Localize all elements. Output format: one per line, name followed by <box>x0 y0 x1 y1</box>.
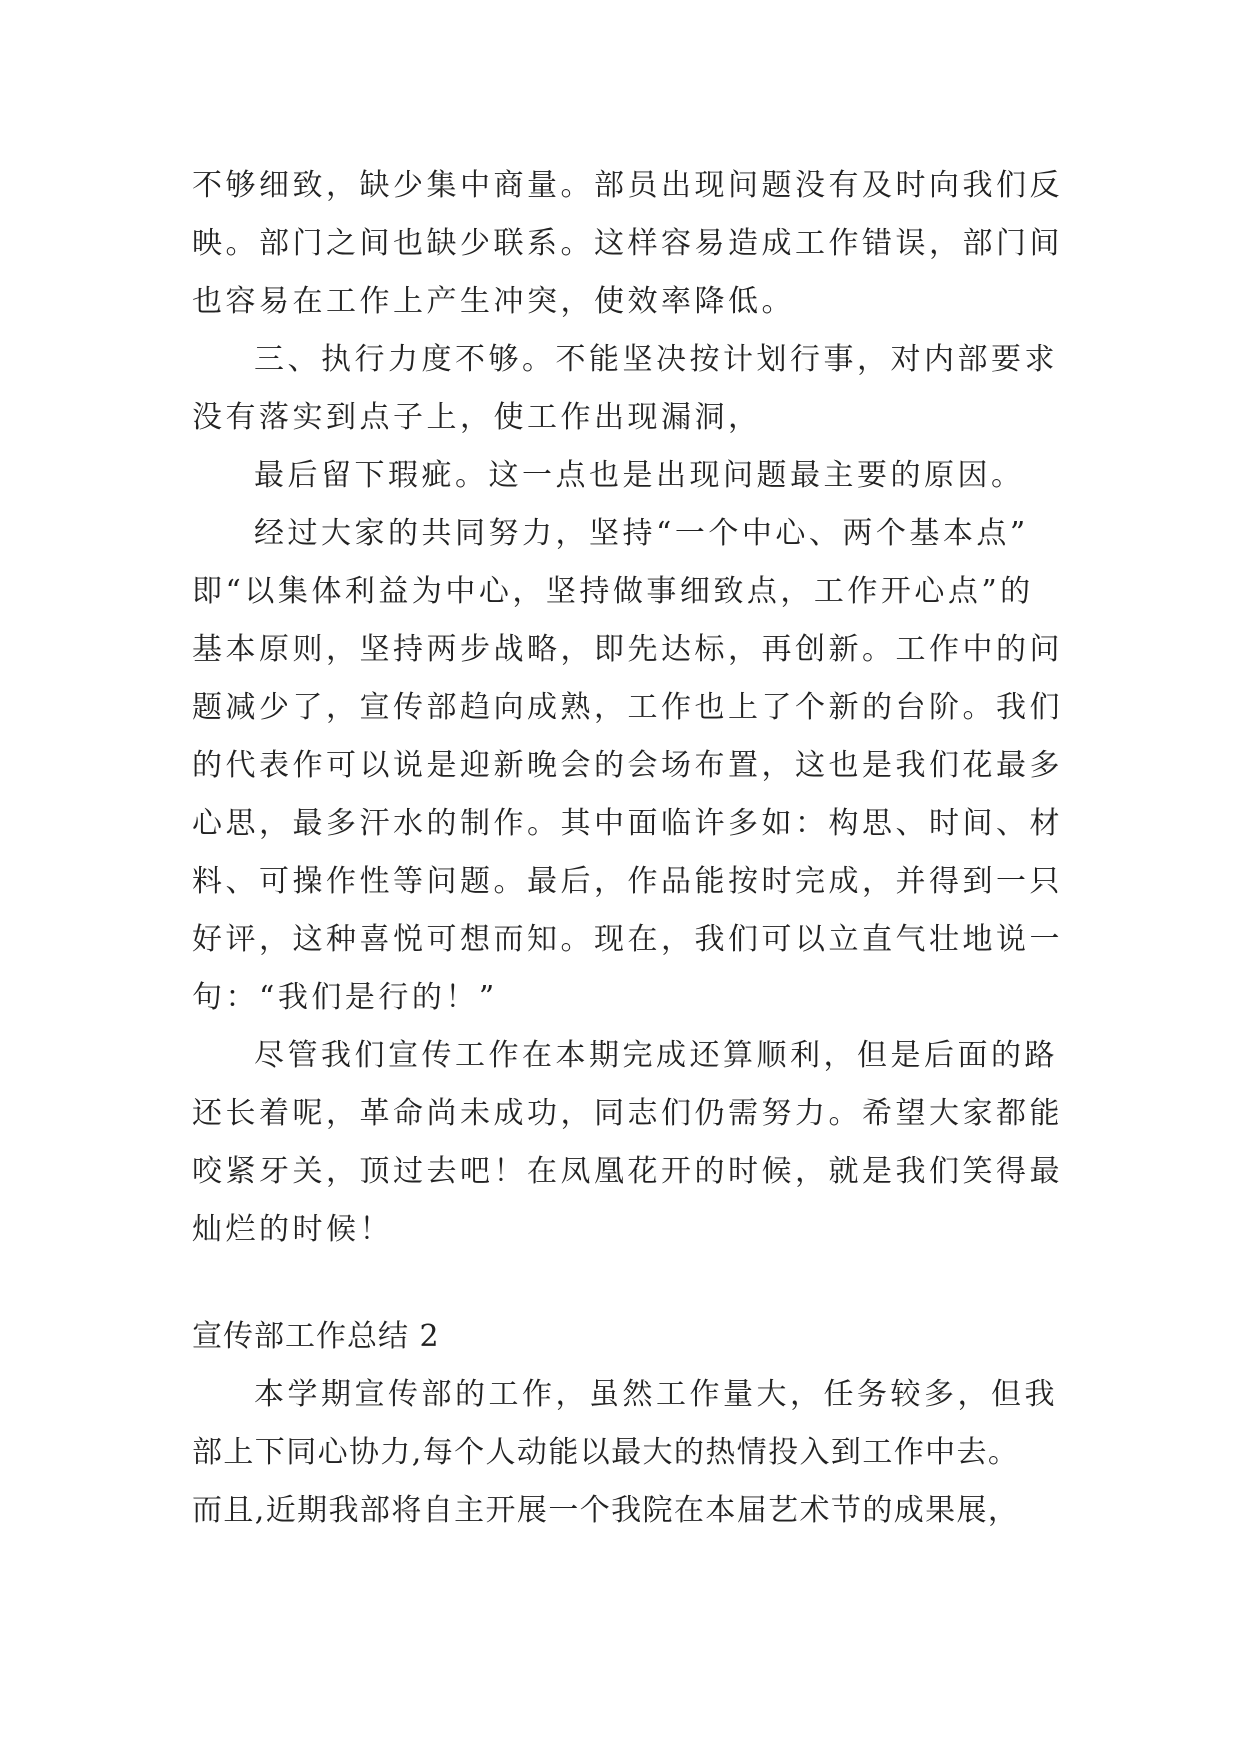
text-line: 映。部门之间也缺少联系。这样容易造成工作错误，部门间 <box>192 226 1063 261</box>
text-line: 还长着呢，革命尚未成功，同志们仍需努力。希望大家都能 <box>192 1096 1063 1131</box>
text-line: 而且,近期我部将自主开展一个我院在本届艺术节的成果展， <box>192 1493 1020 1528</box>
text-line: 部上下同心协力,每个人动能以最大的热情投入到工作中去。 <box>192 1435 1020 1470</box>
paragraph-start-line: 本学期宣传部的工作，虽然工作量大，任务较多，但我 <box>254 1377 1058 1412</box>
paragraph-start-line: 三、执行力度不够。不能坚决按计划行事，对内部要求 <box>254 342 1058 377</box>
text-line: 基本原则，坚持两步战略，即先达标，再创新。工作中的问 <box>192 632 1063 667</box>
paragraph-start-line: 尽管我们宣传工作在本期完成还算顺利，但是后面的路 <box>254 1038 1058 1073</box>
text-line: 题减少了，宣传部趋向成熟，工作也上了个新的台阶。我们 <box>192 690 1063 725</box>
text-line: 咬紧牙关，顶过去吧！在凤凰花开的时候，就是我们笑得最 <box>192 1154 1063 1189</box>
paragraph-start-line: 最后留下瑕疵。这一点也是出现问题最主要的原因。 <box>254 458 1025 493</box>
text-line: 没有落实到点子上，使工作出现漏洞， <box>192 400 762 435</box>
text-line: 句：“我们是行的！” <box>192 980 498 1015</box>
text-line: 也容易在工作上产生冲突，使效率降低。 <box>192 284 795 319</box>
text-line: 不够细致，缺少集中商量。部员出现问题没有及时向我们反 <box>192 168 1063 203</box>
section-heading: 宣传部工作总结 2 <box>192 1319 440 1354</box>
text-line: 灿烂的时候！ <box>192 1212 393 1247</box>
paragraph-start-line: 经过大家的共同努力，坚持“一个中心、两个基本点” <box>254 516 1029 551</box>
text-line: 料、可操作性等问题。最后，作品能按时完成，并得到一只 <box>192 864 1063 899</box>
text-line: 心思，最多汗水的制作。其中面临许多如：构思、时间、材 <box>192 806 1063 841</box>
text-line: 好评，这种喜悦可想而知。现在，我们可以立直气壮地说一 <box>192 922 1063 957</box>
text-line: 的代表作可以说是迎新晚会的会场布置，这也是我们花最多 <box>192 748 1063 783</box>
text-line: 即“以集体利益为中心，坚持做事细致点，工作开心点”的 <box>192 574 1034 609</box>
